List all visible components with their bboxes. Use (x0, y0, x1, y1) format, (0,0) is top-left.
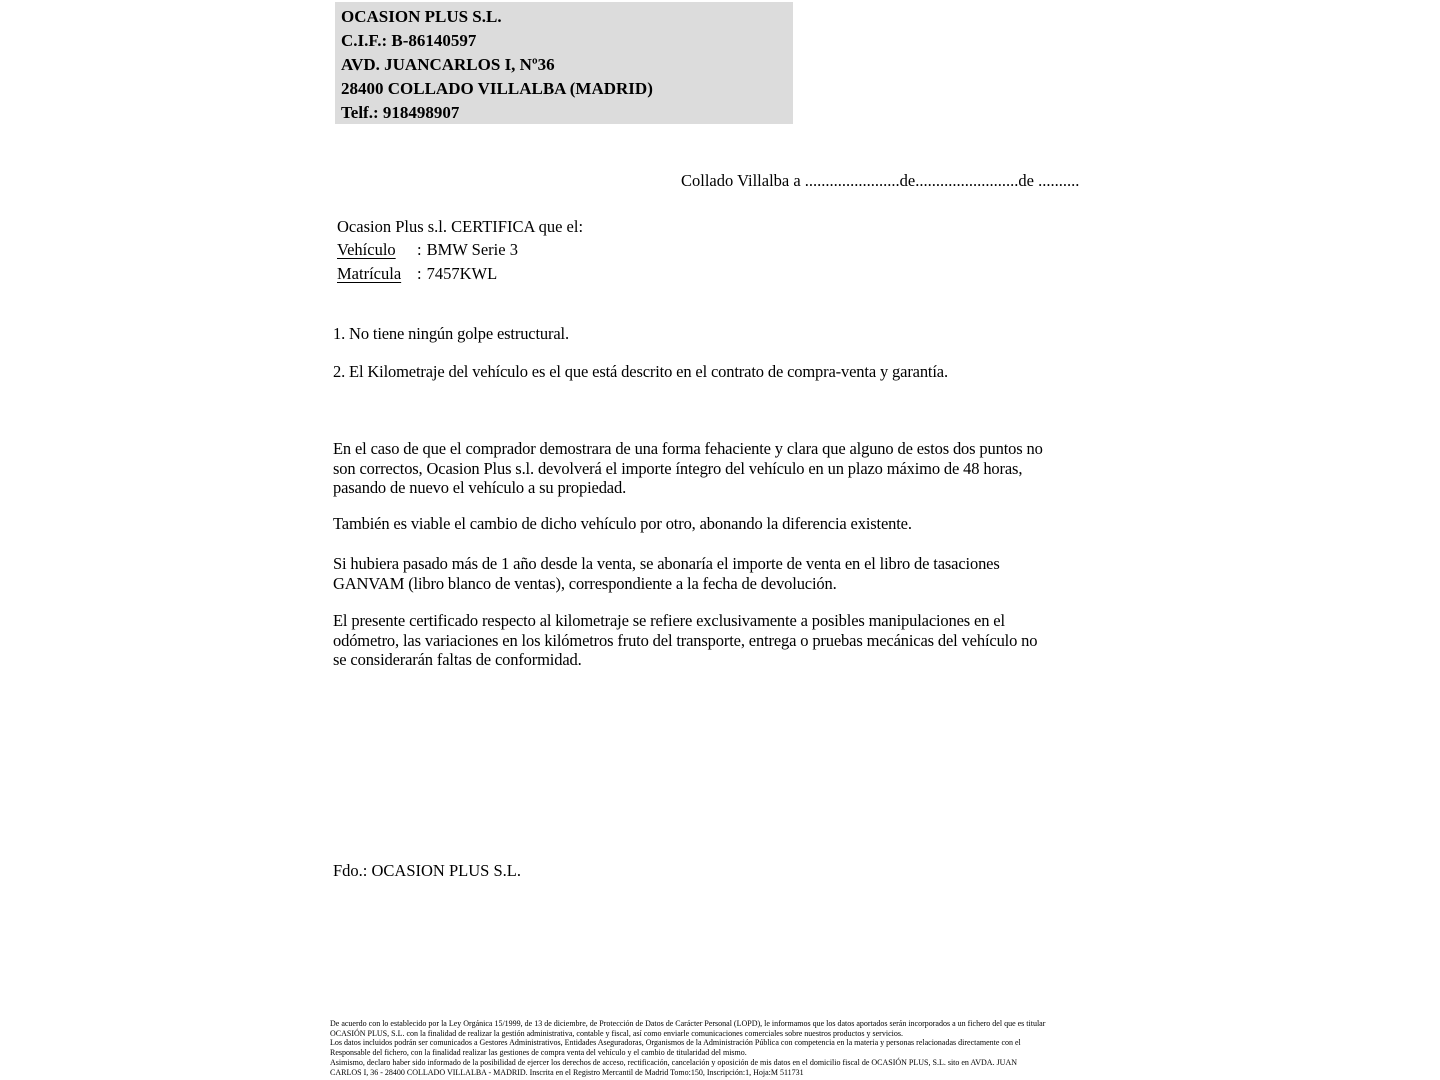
vehicle-field-separator: : (417, 240, 422, 260)
certification-block (337, 215, 583, 285)
paragraph-line: El presente certificado respecto al kilometraje se refiere exclusivamente a posibles manipulaciones en el (333, 611, 1005, 630)
vehicle-field-value: BMW Serie 3 (426, 240, 518, 260)
company-address: AVD. JUANCARLOS I, Nº36 (341, 55, 555, 74)
vehicle-field-row (337, 238, 583, 261)
legal-footer-line: Asimismo, declaro haber sido informado de la posibilidad de ejercer los derechos de acceso, rectificación, cancelación y oposición de mis datos en el domicilio fiscal de OCASIÓN PLUS, S.L. sito en AVDA. JUAN (330, 1057, 1018, 1067)
vehicle-field-label: Vehículo (337, 240, 396, 260)
certified-point-2: 2. El Kilometraje del vehículo es el que está descrito en el contrato de compra-venta y garantía. (333, 362, 948, 381)
paragraph-odometer-disclaimer (333, 611, 1037, 670)
plate-field-row (337, 262, 583, 285)
paragraph-line: Si hubiera pasado más de 1 año desde la venta, se abonaría el importe de venta en el libro de tasaciones (333, 554, 1000, 573)
company-header-box (335, 2, 793, 124)
legal-footer-line: OCASIÓN PLUS, S.L. con la finalidad de realizar la gestión administrativa, contable y fiscal, así como enviarle comunicaciones comerciales sobre nuestros productos y servicios. (330, 1028, 903, 1038)
legal-footer-line: De acuerdo con lo establecido por la Ley Orgánica 15/1999, de 13 de diciembre, de Protección de Datos de Carácter Personal (LOPD), le informamos que los datos aportados serán incorporados a un fichero del que es titular (330, 1019, 1046, 1028)
legal-footer-line: Los datos incluidos podrán ser comunicados a Gestores Administrativos, Entidades Aseguradoras, Organismos de la Administración Pública con competencia en la materia y personas relacionadas directamente con el (330, 1038, 1021, 1048)
company-name: OCASION PLUS S.L. (341, 7, 502, 26)
legal-footer (330, 1019, 1045, 1077)
company-city: 28400 COLLADO VILLALBA (MADRID) (341, 79, 653, 98)
company-phone: Telf.: 918498907 (341, 103, 460, 122)
paragraph-line: son correctos, Ocasion Plus s.l. devolverá el importe íntegro del vehículo en un plazo máximo de 48 horas, (333, 458, 1023, 478)
plate-field-label: Matrícula (337, 263, 402, 283)
legal-footer-line: CARLOS I, 36 - 28400 COLLADO VILLALBA - MADRID. Inscrita en el Registro Mercantil de Madrid Tomo:150, Inscripción:1, Hoja:M 511731 (330, 1067, 804, 1077)
certification-intro: Ocasion Plus s.l. CERTIFICA que el: (337, 217, 584, 236)
signature-line: Fdo.: OCASION PLUS S.L. (333, 861, 521, 880)
plate-field-value: 7457KWL (426, 263, 498, 283)
paragraph-line: GANVAM (libro blanco de ventas), correspondiente a la fecha de devolución. (333, 573, 837, 593)
paragraph-refund-terms (333, 439, 1043, 498)
certified-point-1: 1. No tiene ningún golpe estructural. (333, 324, 569, 343)
legal-footer-line: Responsable del fichero, con la finalidad realizar las gestiones de compra venta del vehículo y el cambio de titularidad del mismo. (330, 1048, 747, 1058)
date-line: Collado Villalba a .......................de.........................de .......... (681, 171, 1080, 190)
paragraph-line: odómetro, las variaciones en los kilómetros fruto del transporte, entrega o pruebas mecánicas del vehículo no (333, 630, 1038, 650)
company-cif: C.I.F.: B-86140597 (341, 31, 477, 50)
plate-field-separator: : (417, 263, 422, 283)
paragraph-line: También es viable el cambio de dicho vehículo por otro, abonando la diferencia existente. (333, 514, 912, 533)
paragraph-exchange-option (333, 514, 912, 534)
paragraph-line: En el caso de que el comprador demostrara de una forma fehaciente y clara que alguno de estos dos puntos no (333, 439, 1043, 458)
paragraph-line: se considerarán faltas de conformidad. (333, 650, 582, 670)
paragraph-line: pasando de nuevo el vehículo a su propiedad. (333, 478, 627, 498)
paragraph-ganvam-valuation (333, 554, 1000, 593)
